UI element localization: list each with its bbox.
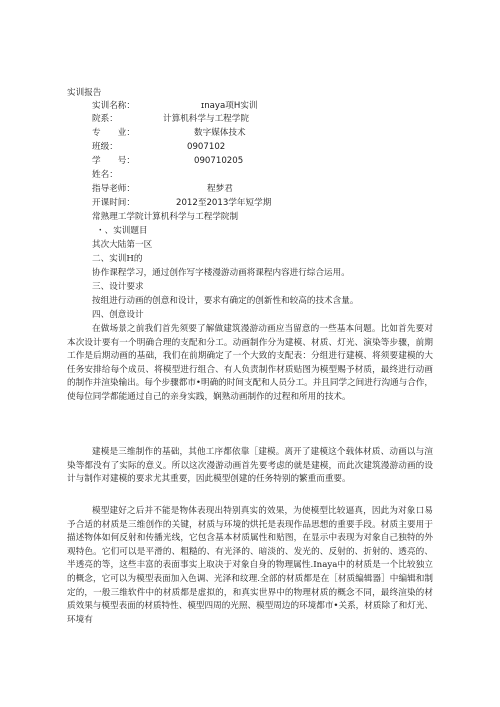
report-title: 实训报告 bbox=[67, 88, 102, 98]
field-label-name: 姓名： bbox=[92, 170, 118, 180]
field-value-advisor: 程梦君 bbox=[207, 184, 233, 194]
paragraph-materials: 模型建好之后并不能是物体表现出特别真实的效果，为使模型比较逼真，因此为对象口易予合适的材质是三维创作的关键，材质与环境的烘托是表现作品思想的重要手段。材质主要用于描述物体如何反射和传播光线，它包含基本材质属性和贴图，在显示中表现为对象自己独特的外观特色。它们可以是平滑的、粗糙的、有光泽的、暗淡的、发光的、反射的、折射的、透亮的、半透亮的等，这些丰富的表面事实上取决于对象自身的物理属性.Inaya中的材质是一个比较独立的概念，它可以为模型表面加入色调、光泽和纹理.全部的材质都是在［材质编辑器］中编辑和制定的，一般三维软件中的材质都是虚拟的，和真实世界中的物理材质的概念不同，最终渲染的材质效果与模型表面的材质特性、模型四周的光照、模型周边的环境都市•关系，材质除了和灯光、环境有 bbox=[67, 506, 434, 625]
field-value-major: 数字媒体技术 bbox=[194, 128, 246, 138]
paragraph-modeling: 建模是三维制作的基础，其他工序都依靠［建模。离开了建模这个载体材质、动画以与渲染等都没有了实际的意义。所以这次漫游动画首先要考虑的就是建模，而此次建筑漫游动画的设计与制作对建模的要求尤其重要，因此模型创建的任务特别的繁重而重要。 bbox=[67, 447, 433, 485]
field-label-major: 专 业： bbox=[92, 128, 135, 138]
section-4-heading: 四、创意设计 bbox=[92, 310, 144, 320]
field-label-student-id: 学 号： bbox=[92, 156, 135, 166]
section-2-heading: 二、实训H的 bbox=[92, 254, 143, 264]
field-value-term: 2012至2013学年短学期 bbox=[176, 198, 272, 208]
institution-line: 常熟理工学院计算机科学与工程学院制 bbox=[92, 212, 239, 222]
field-label-project-name: 实训名称： bbox=[92, 101, 135, 111]
section-2-body: 协作课程学习，通过创作写字楼漫游动画将课程内容进行综合运用。 bbox=[92, 268, 350, 278]
field-label-term: 开课时间： bbox=[92, 198, 135, 208]
field-value-student-id: 090710205 bbox=[194, 156, 244, 166]
field-value-project-name: ɪnaya项H实训 bbox=[201, 101, 258, 111]
paragraph-planning: 在做场景之前我们首先须要了解做建筑漫游动画应当留意的一些基本问题。比如首先要对本次设计要有一个明确合理的支配和分工。动画制作分为建模、材质、灯光、演染等步骤，前期工作是后期动画的基础，我们在前期确定了一个大致的支配表：分组进行建模、将须要建模的大任务安排给每个成员、将模型进行组合、有人负责制作材质贴图为模型赐予材质，最终进行动画的制作并渲染输出。每个步骤都市•明确的时间支配和人员分工。并且同学之间进行沟通与合作，使每位同学都能通过自己的亲身实践，娴熟动画制作的过程和所用的技术。 bbox=[67, 324, 434, 402]
field-label-class: 班级： bbox=[92, 142, 118, 152]
section-3-body: 按组进行动画的创意和设计，要求有确定的创新性和较高的技术含量。 bbox=[92, 296, 359, 306]
section-1-heading: ・、实训题目 bbox=[96, 226, 148, 236]
section-1-body: 其次大陆第一区 bbox=[92, 240, 153, 250]
field-label-department: 院系： bbox=[92, 114, 118, 124]
section-3-heading: 三、设计要求 bbox=[92, 282, 144, 292]
field-value-department: 计算机科学与工程学院 bbox=[163, 114, 249, 124]
field-value-class: 0907102 bbox=[187, 142, 226, 152]
field-label-advisor: 指导老师： bbox=[92, 184, 135, 194]
